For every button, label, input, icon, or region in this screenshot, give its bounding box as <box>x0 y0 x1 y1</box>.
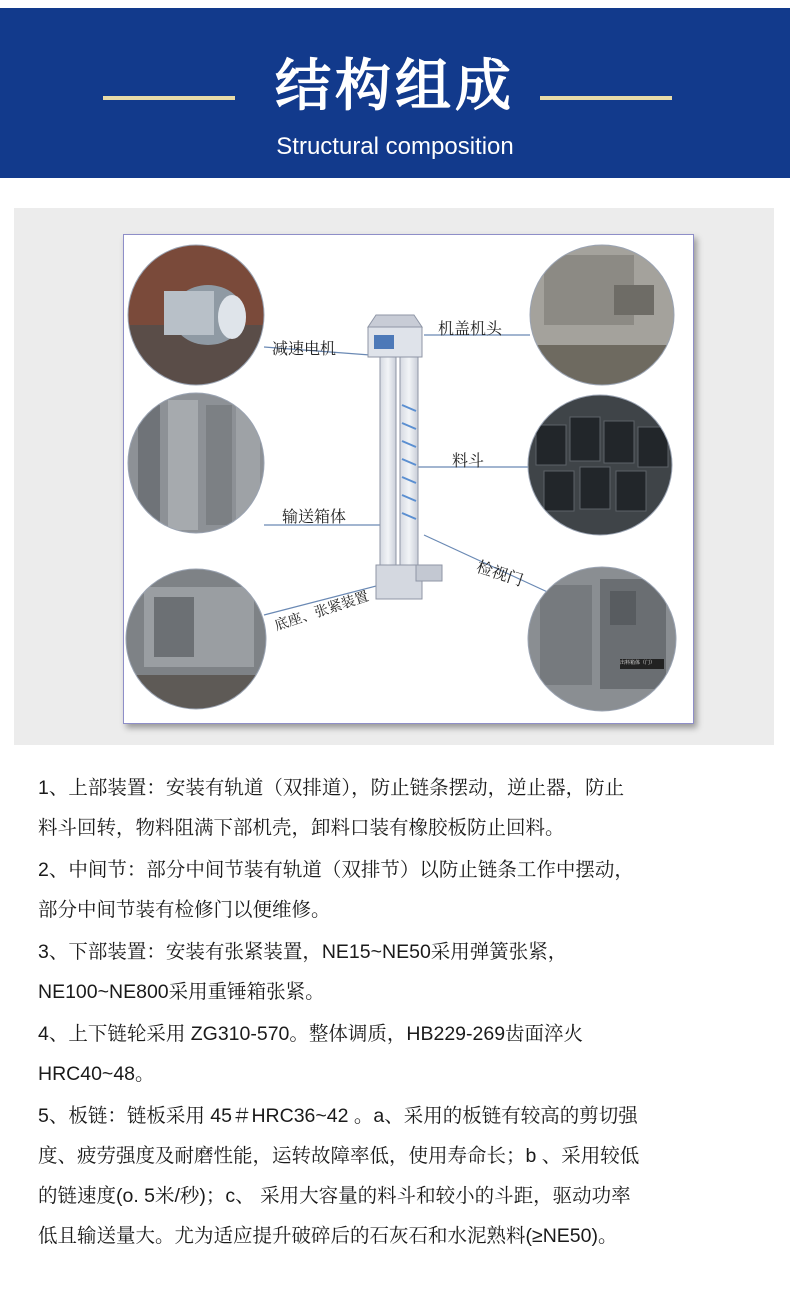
label-casing: 输送箱体 <box>282 507 347 526</box>
motor-photo <box>124 235 274 395</box>
head-photo <box>524 235 684 395</box>
label-base: 底座、张紧装置 <box>272 588 371 635</box>
label-motor: 减速电机 <box>272 339 337 358</box>
elevator-diagram <box>123 234 694 724</box>
section-subtitle: Structural composition <box>276 133 514 160</box>
door-nameplate: 出料箱体（门） <box>620 660 656 666</box>
description-item-5: 5、板链：链板采用 45＃HRC36~42 。a、采用的板链有较高的剪切强 度、疲劳强度及耐磨性能，运转故障率低，使用寿命长；b 、采用较低 的链速度(o. 5米/秒)；c、 采用大容量的料斗和较小的斗距，驱动功率 低且输送量大。尤为适应提升破碎后的石灰石和水泥熟料(≥NE50)。 <box>38 1105 640 1247</box>
bucket-photo <box>524 390 684 540</box>
casing-photo <box>124 385 274 545</box>
description-item-3: 3、下部装置：安装有张紧装置，NE15~NE50采用弹簧张紧， NE100~NE800采用重锤箱张紧。 <box>38 941 568 1003</box>
diagram-illustration <box>124 235 693 723</box>
elevator-tower <box>368 315 442 599</box>
label-door: 检视门 <box>474 557 526 590</box>
label-bucket: 料斗 <box>452 451 485 470</box>
description-item-2: 2、中间节：部分中间节装有轨道（双排节）以防止链条工作中摆动， 部分中间节装有检修门以便维修。 <box>38 859 634 921</box>
door-photo <box>524 565 684 715</box>
header-banner <box>0 8 790 178</box>
description-item-1: 1、上部装置：安装有轨道（双排道），防止链条摆动，逆止器，防止 料斗回转，物料阻满下部机壳，卸料口装有橡胶板防止回料。 <box>38 777 625 839</box>
description-list <box>38 768 768 1258</box>
section-title: 结构组成 <box>275 54 515 119</box>
base-photo <box>124 565 274 715</box>
description-item-4: 4、上下链轮采用 ZG310-570。整体调质，HB229-269齿面淬火 HRC40~48。 <box>38 1023 584 1085</box>
label-head: 机盖机头 <box>438 319 503 338</box>
